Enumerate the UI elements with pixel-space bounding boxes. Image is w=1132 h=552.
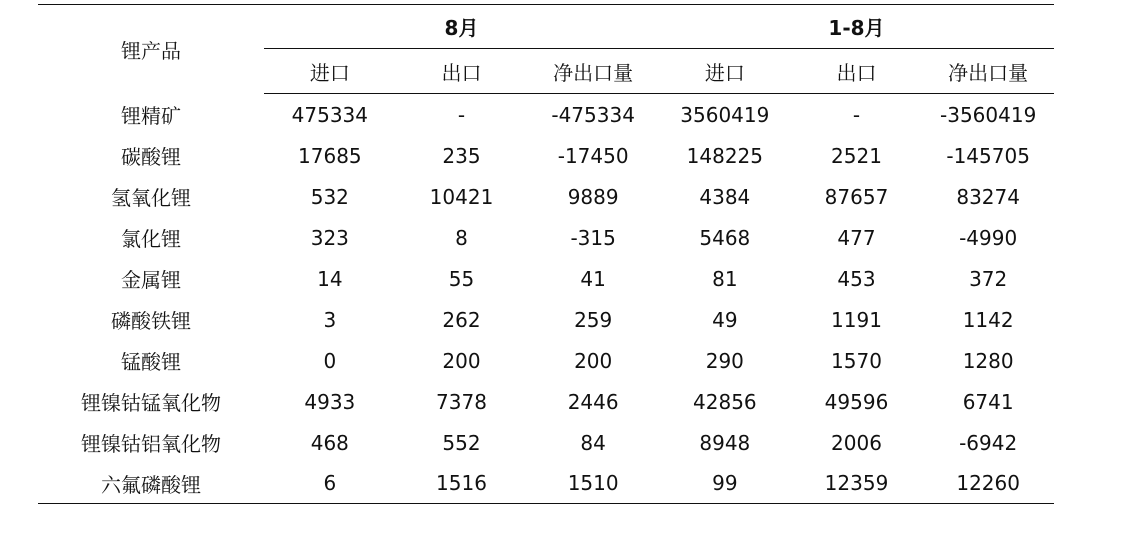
value-cell: 259 (574, 307, 613, 332)
value-cell: 49 (712, 307, 738, 332)
product-name-cell: 锂镍钴锰氧化物 (81, 391, 221, 415)
lithium-trade-table (38, 4, 1054, 504)
value-cell: - (852, 102, 861, 127)
value-cell: 4933 (304, 389, 356, 414)
value-cell: 148225 (686, 143, 763, 168)
table-body (38, 94, 1054, 504)
value-cell: 5468 (699, 225, 751, 250)
value-cell: 1142 (962, 307, 1014, 332)
value-cell: 468 (310, 430, 349, 455)
value-cell: 9889 (567, 184, 619, 209)
value-cell: 41 (580, 266, 606, 291)
value-cell: 2006 (831, 430, 882, 455)
value-cell: 8 (455, 225, 468, 250)
value-cell: 200 (574, 348, 613, 373)
value-cell: 4384 (699, 184, 751, 209)
value-cell: 87657 (824, 184, 889, 209)
subheader-net-export: 净出口量 (922, 49, 1054, 94)
product-name-cell: 锂镍钴铝氧化物 (81, 432, 221, 456)
lithium-trade-table-container (38, 4, 1054, 504)
value-cell: 532 (310, 184, 349, 209)
product-name-cell: 六氟磷酸锂 (101, 472, 201, 497)
value-cell: 372 (969, 266, 1008, 291)
value-cell: 12260 (956, 471, 1020, 495)
table-row (38, 422, 1054, 463)
subheader-import: 进口 (264, 49, 396, 94)
value-cell: 10421 (429, 184, 494, 209)
value-cell: 81 (712, 266, 738, 291)
value-cell: 477 (837, 225, 876, 250)
value-cell: -475334 (551, 102, 635, 127)
product-name-cell: 氯化锂 (121, 227, 181, 251)
value-cell: 83274 (956, 184, 1020, 209)
value-cell: -315 (570, 225, 616, 250)
value-cell: 3560419 (680, 102, 770, 127)
value-cell: 7378 (436, 389, 487, 414)
value-cell: 8948 (699, 430, 751, 455)
subheader-export: 出口 (396, 49, 528, 94)
value-cell: -4990 (959, 225, 1018, 250)
header-row-groups (38, 5, 1054, 49)
value-cell: -3560419 (940, 102, 1037, 127)
product-name-cell: 磷酸铁锂 (111, 309, 191, 333)
table-row (38, 299, 1054, 340)
value-cell: 49596 (824, 389, 889, 414)
subheader-import: 进口 (659, 49, 791, 94)
product-name-cell: 金属锂 (121, 268, 181, 292)
table-row (38, 381, 1054, 422)
value-cell: 17685 (298, 143, 362, 168)
value-cell: 552 (442, 430, 481, 455)
value-cell: 323 (310, 225, 349, 250)
value-cell: 1516 (436, 471, 487, 495)
product-name-cell: 碳酸锂 (121, 145, 181, 169)
subheader-export: 出口 (791, 49, 923, 94)
value-cell: 453 (837, 266, 876, 291)
value-cell: 2521 (831, 143, 882, 168)
value-cell: 475334 (291, 102, 368, 127)
corner-header: 锂产品 (121, 38, 181, 63)
value-cell: 3 (323, 307, 337, 332)
value-cell: 235 (442, 143, 481, 168)
value-cell: 1570 (831, 348, 882, 373)
subheader-net-export: 净出口量 (527, 49, 659, 94)
table-row (38, 258, 1054, 299)
value-cell: 84 (580, 430, 606, 455)
value-cell: 6 (323, 471, 337, 495)
group-header-jan-aug: 1-8月 (659, 5, 1054, 49)
value-cell: 42856 (693, 389, 757, 414)
value-cell: 1510 (567, 471, 619, 495)
value-cell: 1280 (962, 348, 1014, 373)
table-row (38, 217, 1054, 258)
product-name-cell: 锂精矿 (121, 103, 181, 128)
value-cell: -17450 (557, 143, 629, 168)
group-header-august: 8月 (264, 5, 659, 49)
product-name-cell: 氢氧化锂 (111, 186, 191, 210)
table-row (38, 340, 1054, 381)
table-row (38, 94, 1054, 136)
value-cell: 2446 (567, 389, 619, 414)
table-row (38, 176, 1054, 217)
value-cell: 1191 (831, 307, 882, 332)
value-cell: 262 (442, 307, 481, 332)
table-header (38, 5, 1054, 94)
value-cell: 55 (448, 266, 475, 291)
value-cell: 0 (323, 348, 337, 373)
value-cell: 290 (705, 348, 744, 373)
value-cell: -145705 (946, 143, 1030, 168)
value-cell: -6942 (959, 430, 1018, 455)
product-name-cell: 锰酸锂 (121, 350, 181, 374)
table-row (38, 463, 1054, 504)
value-cell: 12359 (824, 471, 889, 495)
value-cell: 6741 (962, 389, 1014, 414)
table-row (38, 135, 1054, 176)
value-cell: 99 (712, 471, 738, 495)
value-cell: 200 (442, 348, 481, 373)
value-cell: 14 (317, 266, 343, 291)
value-cell: - (457, 102, 466, 127)
